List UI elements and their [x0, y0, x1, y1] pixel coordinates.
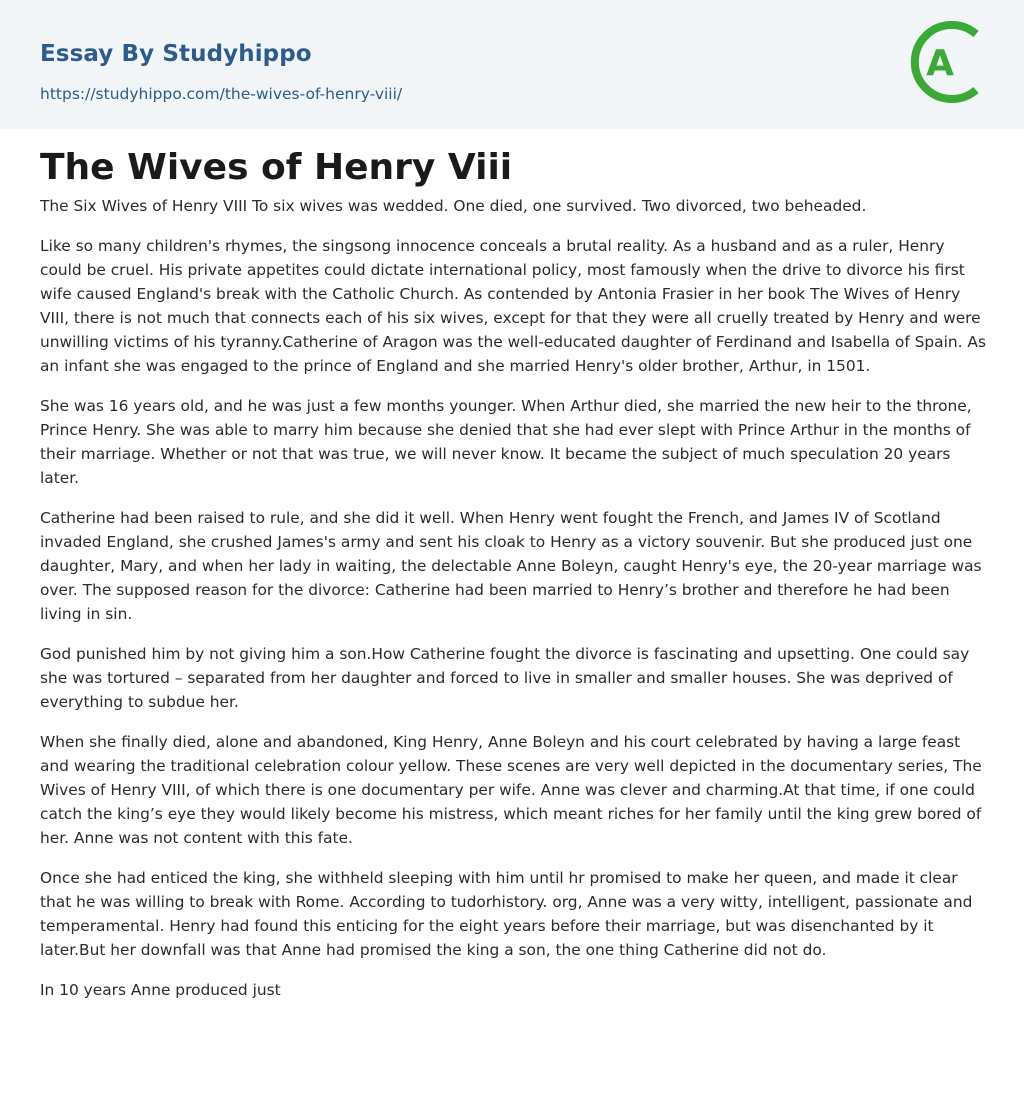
paragraph: Once she had enticed the king, she withheld sleeping with him until hr promised to make her queen, and made it clear that he was willing to break with Rome. According to tudorhistory. org, Anne was a very witty, intelligent, passionate and temperamental. Henry had found this enticing for the eight years before their marriage, but was disenchanted by it later.But her downfall was that Anne had promised the king a son, the one thing Catherine did not do. — [40, 869, 973, 959]
essay-body — [40, 194, 990, 1018]
page-title: The Wives of Henry Viii — [40, 147, 513, 188]
studyhippo-logo-icon[interactable] — [910, 18, 988, 106]
paragraph: When she finally died, alone and abandoned, King Henry, Anne Boleyn and his court celebrated by having a large feast and wearing the traditional celebration colour yellow. These scenes are very well depicted in the documentary series, The Wives of Henry VIII, of which there is one documentary per wife. Anne was clever and charming.At that time, if one could catch the king’s eye they would likely become his mistress, which meant riches for her family until the king grew bored of her. Anne was not content with this fate. — [40, 733, 982, 847]
paragraph: Catherine had been raised to rule, and she did it well. When Henry went fought the French, and James IV of Scotland invaded England, she crushed James's army and sent his cloak to Henry as a victory souvenir. But she produced just one daughter, Mary, and when her lady in waiting, the delectable Anne Boleyn, caught Henry's eye, the 20-year marriage was over. The supposed reason for the divorce: Catherine had been married to Henry’s brother and therefore he had been living in sin. — [40, 509, 982, 623]
paragraph: Like so many children's rhymes, the singsong innocence conceals a brutal reality. As a husband and as a ruler, Henry could be cruel. His private appetites could dictate international policy, most famously when the drive to divorce his first wife caused England's break with the Catholic Church. As contended by Antonia Frasier in her book The Wives of Henry VIII, there is not much that connects each of his six wives, except for that they were all cruelly treated by Henry and were unwilling victims of his tyranny.Catherine of Aragon was the well-educated daughter of Ferdinand and Isabella of Spain. As an infant she was engaged to the prince of England and she married Henry's older brother, Arthur, in 1501. — [40, 237, 986, 375]
paragraph: The Six Wives of Henry VIII To six wives was wedded. One died, one survived. Two divorced, two beheaded. — [40, 197, 867, 215]
paragraph: She was 16 years old, and he was just a few months younger. When Arthur died, she married the new heir to the throne, Prince Henry. She was able to marry him because she denied that she had ever slept with Prince Arthur in the months of their marriage. Whether or not that was true, we will never know. It became the subject of much speculation 20 years later. — [40, 397, 972, 487]
essay-url-link[interactable]: https://studyhippo.com/the-wives-of-henry-viii/ — [40, 85, 403, 103]
brand-title[interactable]: Essay By Studyhippo — [40, 41, 312, 67]
logo-letter: A — [926, 43, 954, 84]
paragraph: God punished him by not giving him a son.How Catherine fought the divorce is fascinating and upsetting. One could say she was tortured – separated from her daughter and forced to live in smaller and smaller houses. She was deprived of everything to subdue her. — [40, 645, 970, 711]
paragraph: In 10 years Anne produced just — [40, 981, 281, 999]
